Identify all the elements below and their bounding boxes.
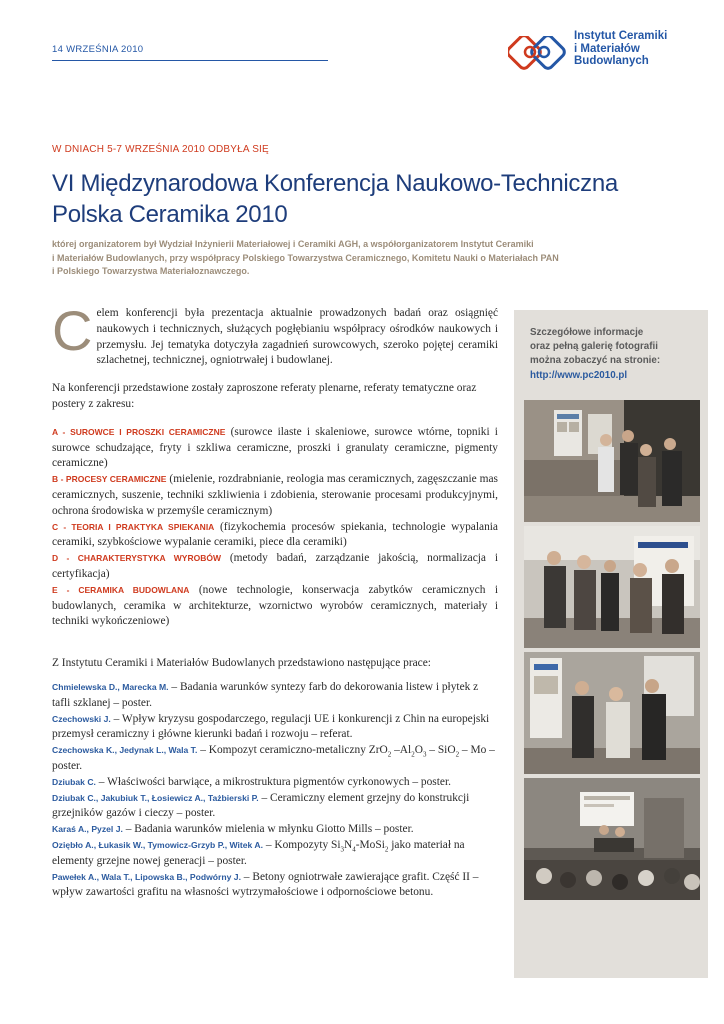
logo-line: Budowlanych bbox=[574, 55, 649, 67]
institute-logo[interactable] bbox=[508, 30, 694, 78]
topic-key: D - CHARAKTERYSTYKA WYROBÓW bbox=[52, 553, 221, 564]
conference-photo-discussion bbox=[524, 526, 700, 648]
paper-item bbox=[52, 775, 498, 791]
paper-item bbox=[52, 712, 498, 744]
paper-authors: Dziubak C. bbox=[52, 776, 96, 787]
topic-key: C - TEORIA I PRAKTYKA SPIEKANIA bbox=[52, 521, 215, 532]
topic-text: (nowe technologie, konserwacja zabytków ceramicznych i budowlanych, ceramika w architekturze, wzornictwo wyrobów ceramicznych, materiały i techniki wykończeniowe) bbox=[52, 583, 498, 628]
article-title bbox=[52, 168, 672, 230]
paper-title: – Wpływ kryzysu gospodarczego, regulacji UE i konkurencji z Chin na europejski przemysł ceramiczny i główne kierunki badań i rozwoju – referat. bbox=[52, 712, 490, 741]
article-lead bbox=[52, 238, 612, 279]
conference-photo-poster-hall bbox=[524, 400, 700, 522]
paper-title: – Badania warunków syntezy farb do dekorowania listew i płytek z tafli szklanej – poster. bbox=[52, 680, 479, 709]
paper-authors: Chmielewska D., Marecka M. bbox=[52, 681, 169, 692]
paper-title: – Ceramiczny element grzejny do konstrukcji grzejników gazów i cieczy – poster. bbox=[52, 791, 470, 820]
lead-line: której organizatorem był Wydział Inżynierii Materiałowej i Ceramiki AGH, a współorganizatorem Instytut Ceramiki bbox=[52, 239, 534, 249]
paper-item bbox=[52, 791, 498, 823]
paper-item bbox=[52, 680, 498, 712]
gallery-link[interactable]: http://www.pc2010.pl bbox=[530, 369, 628, 381]
paper-item bbox=[52, 822, 498, 838]
article-kicker: W DNIACH 5-7 WRZEŚNIA 2010 ODBYŁA SIĘ bbox=[52, 144, 269, 155]
paper-authors: Pawełek A., Wala T., Lipowska B., Podwórny J. bbox=[52, 871, 241, 882]
paper-authors: Czechowska K., Jedynak L., Wala T. bbox=[52, 745, 198, 756]
topic-text: (mielenie, rozdrabnianie, reologia mas ceramicznych, zagęszczanie mas ceramicznych, suszenie, techniki szkliwienia i zdobienia, sterowanie procesami produkcyjnymi, ochrona środowiska w przemyśle ceramicznym) bbox=[52, 473, 498, 517]
topic-key: B - PROCESY CERAMICZNE bbox=[52, 474, 167, 485]
logo-line: i Materiałów bbox=[574, 42, 640, 55]
intro-paragraph bbox=[52, 299, 498, 369]
lead-line: i Materiałów Budowlanych, przy współpracy Polskiego Towarzystwa Ceramicznego, Komitetu Nauki o Materiałach PAN bbox=[52, 252, 559, 263]
paper-title: – Badania warunków mielenia w młynku Giotto Mills – poster. bbox=[122, 823, 414, 836]
topic-text: (metody badań, zarządzanie jakością, normalizacja i certyfikacja) bbox=[52, 552, 498, 580]
topic-text: (fizykochemia procesów spiekania, technologie wypalania ceramiki, szybkościowe wypalanie ceramiki, piece dla ceramiki) bbox=[52, 520, 498, 549]
topic-text: (surowce ilaste i skaleniowe, surowce wtórne, topniki i surowce schudzające, fryty i szkliwa ceramiczne, proszki i granulaty ceramiczne, pigmenty ceramiczne) bbox=[52, 425, 498, 470]
gallery-info-line: oraz pełną galerię fotografii bbox=[530, 341, 658, 353]
topic-item bbox=[52, 551, 498, 583]
paper-authors: Czechowski J. bbox=[52, 713, 111, 724]
scope-paragraph: Na konferencji przedstawione zostały zaproszone referaty plenarne, referaty tematyczne oraz postery z zakresu: bbox=[52, 382, 477, 410]
header-divider bbox=[52, 60, 328, 61]
paper-item bbox=[52, 838, 498, 870]
title-line: Polska Ceramika 2010 bbox=[52, 201, 288, 228]
topic-key: A - SUROWCE I PROSZKI CERAMICZNE bbox=[52, 426, 226, 437]
papers-intro: Z Instytutu Ceramiki i Materiałów Budowlanych przedstawiono następujące prace: bbox=[52, 657, 431, 670]
paper-authors: Dziubak C., Jakubiuk T., Łosiewicz A., Tażbierski P. bbox=[52, 792, 259, 803]
conference-photo-visitors bbox=[524, 652, 700, 774]
topic-key: E - CERAMIKA BUDOWLANA bbox=[52, 584, 190, 595]
paper-authors: Karaś A., Pyzel J. bbox=[52, 824, 123, 835]
institute-logo-name bbox=[574, 30, 667, 68]
issue-date: 14 WRZEŚNIA 2010 bbox=[52, 44, 144, 55]
conference-photo-lecture bbox=[524, 778, 700, 900]
lead-line: i Polskiego Towarzystwa Materiałoznawczego. bbox=[52, 266, 250, 276]
article-body bbox=[52, 299, 498, 901]
paper-title: – Właściwości barwiące, a mikrostruktura pigmentów cyrkonowych – poster. bbox=[95, 775, 451, 788]
topic-item bbox=[52, 583, 498, 630]
intro-text: elem konferencji była prezentacja aktualnie prowadzonych badań oraz osiągnięć naukowych i technicznych, służących pogłębianiu współpracy ośrodków naukowych i przemysłu. Jej tematyka dotyczyła zagadnień surowcowych, szeroko pojętej ceramiki szlachetnej, technicznej, ogniotrwałej i budowlanej. bbox=[96, 307, 498, 367]
drop-cap: C bbox=[52, 299, 93, 362]
paper-authors: Oziębło A., Łukasik W., Tymowicz-Grzyb P., Witek A. bbox=[52, 839, 263, 850]
topic-item bbox=[52, 472, 498, 519]
topic-item bbox=[52, 425, 498, 472]
paper-title: – Kompozyt ceramiczno-metaliczny ZrO$_2$ $-Al_2O_3 - SiO_2$ – Mo – poster. bbox=[52, 744, 495, 772]
institute-logo-mark-icon bbox=[508, 36, 568, 70]
gallery-info bbox=[530, 326, 700, 383]
paper-title: – Betony ogniotrwałe zawierające grafit. Część II – wpływ zawartości grafitu na własności wytrzymałościowe i odpornościowe betonu. bbox=[52, 870, 479, 899]
topic-item bbox=[52, 520, 498, 552]
paper-title: – Kompozyty $Si_3N_4-MoSi_2$ jako materiał na elementy grzejne nowej generacji – poster. bbox=[52, 838, 465, 867]
paper-item bbox=[52, 870, 498, 902]
photo-sidebar bbox=[514, 310, 708, 978]
gallery-info-line: Szczegółowe informacje bbox=[530, 327, 644, 338]
paper-item bbox=[52, 743, 498, 775]
gallery-info-line: można zobaczyć na stronie: bbox=[530, 355, 661, 367]
logo-line: Instytut Ceramiki bbox=[574, 30, 668, 42]
title-line: VI Międzynarodowa Konferencja Naukowo-Techniczna bbox=[52, 170, 618, 197]
